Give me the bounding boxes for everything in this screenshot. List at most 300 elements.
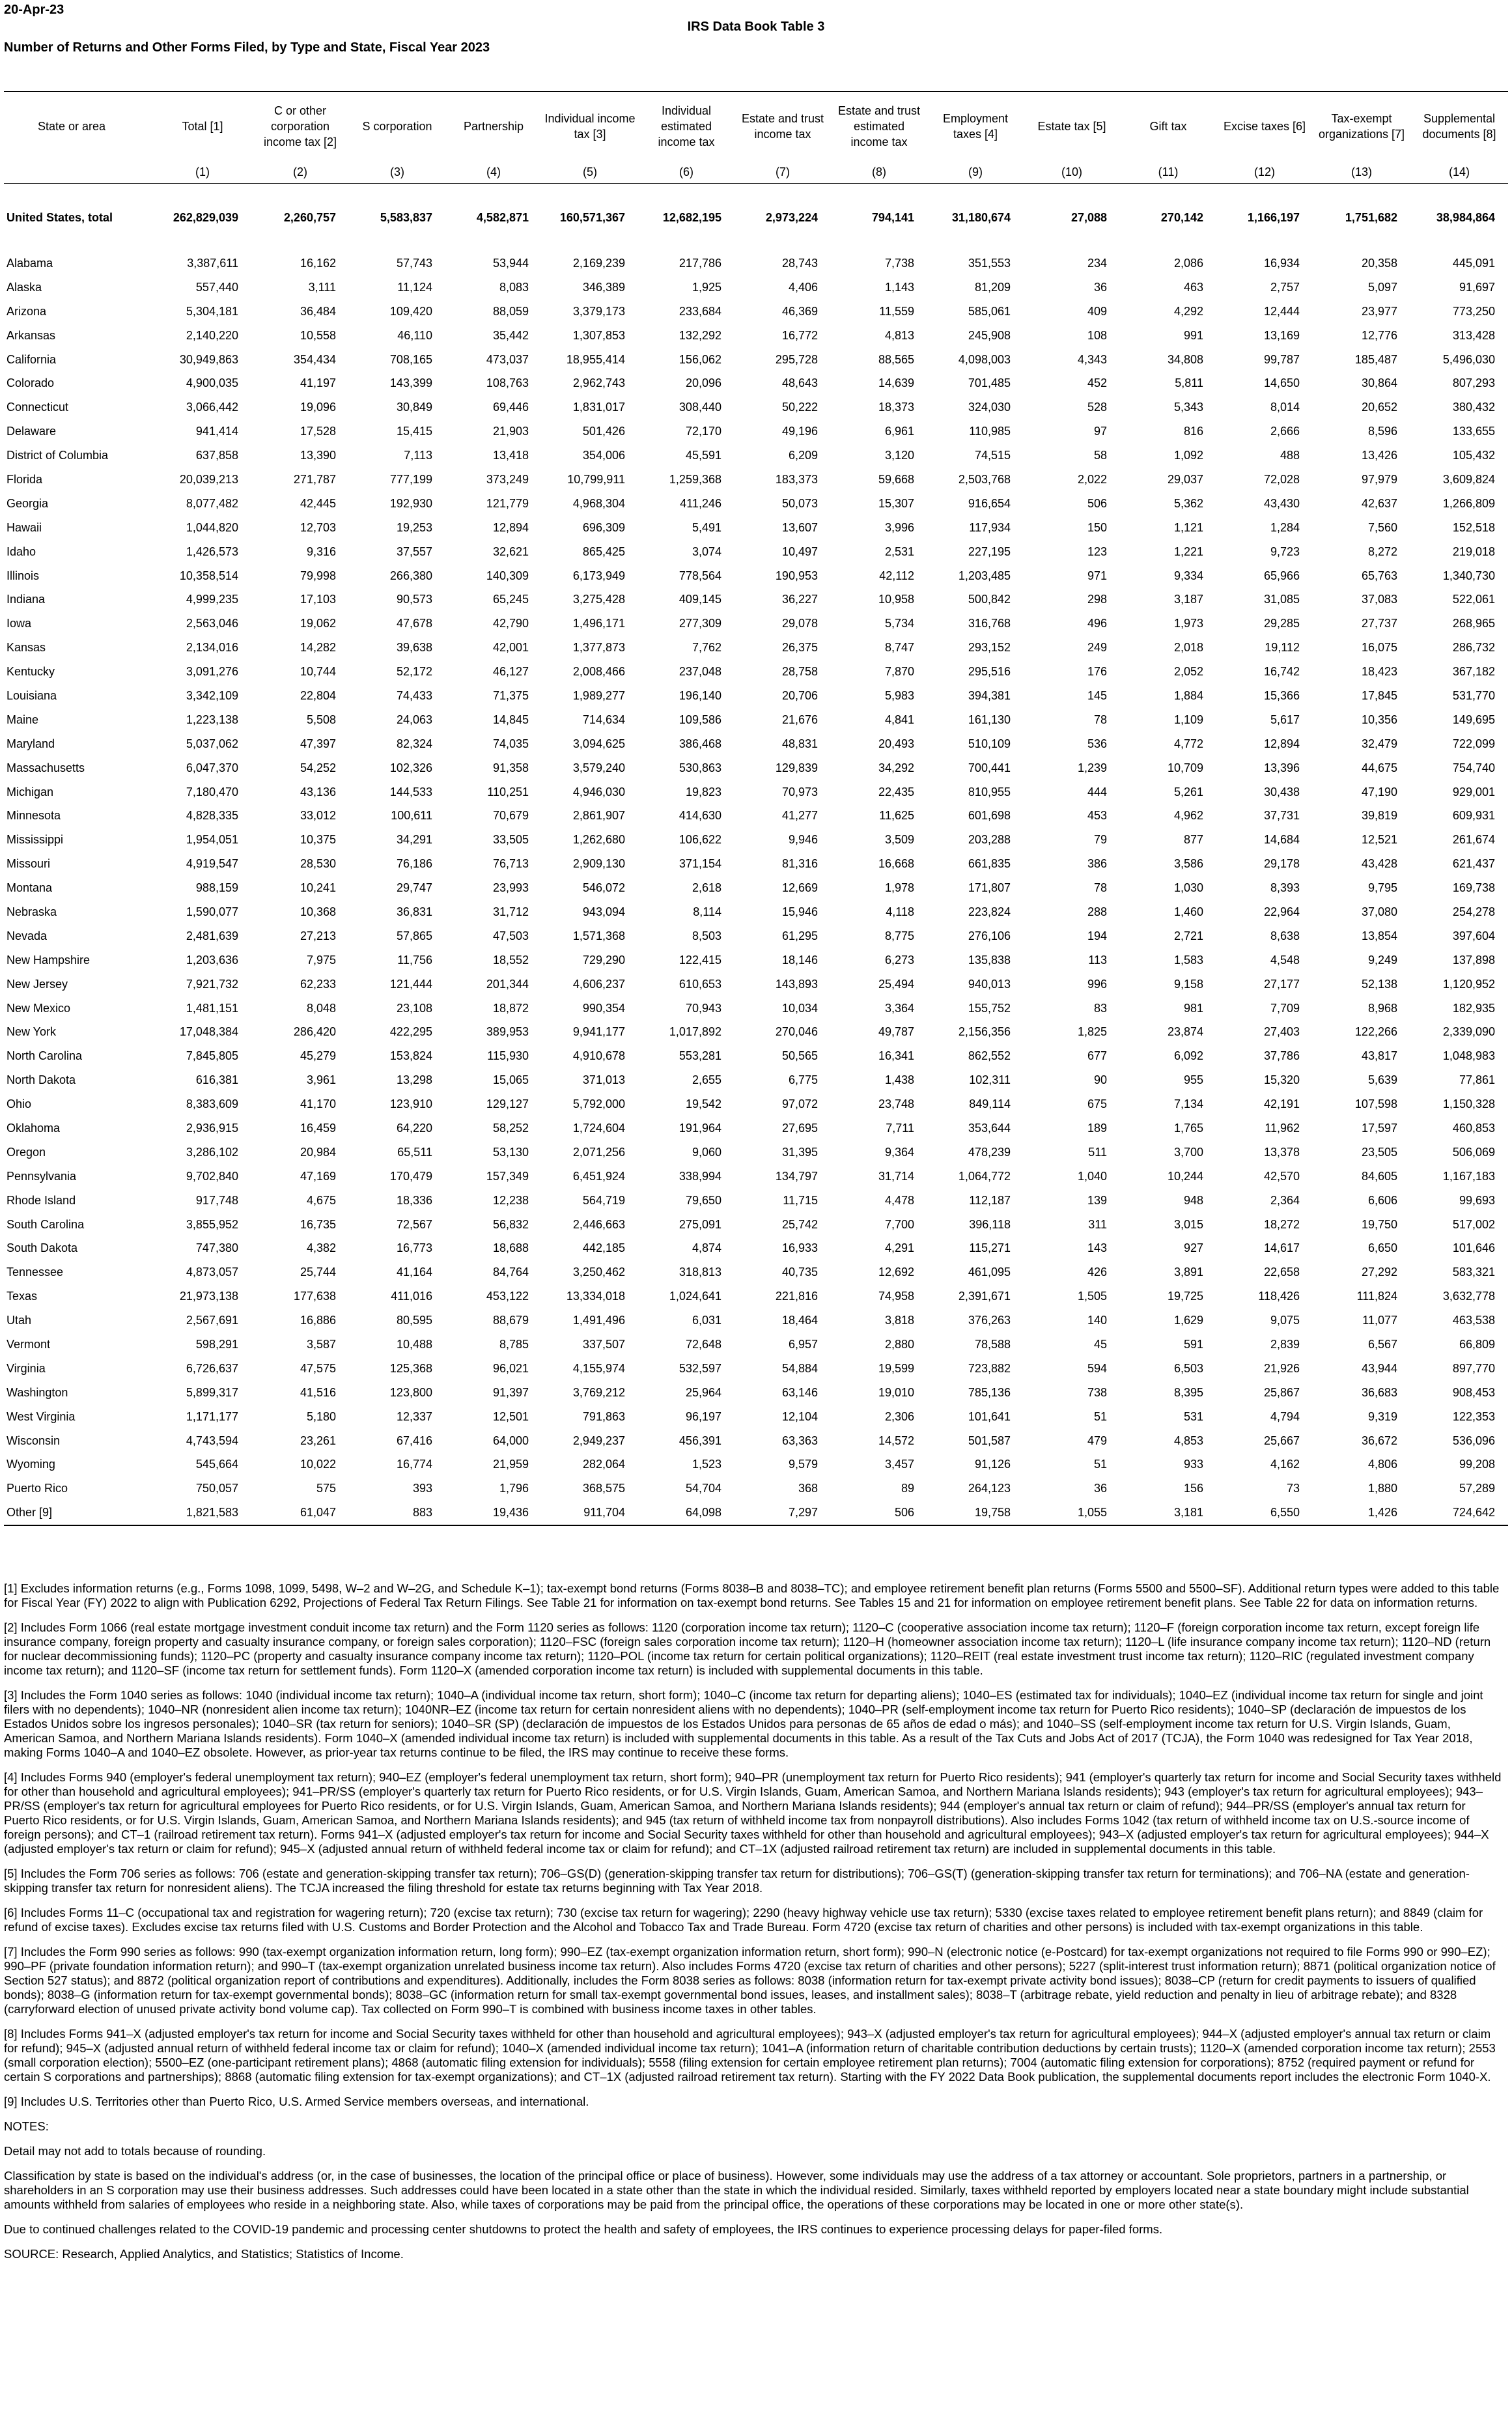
cell-value: 2,446,663 xyxy=(572,1217,625,1231)
cell-value: 7,180,470 xyxy=(186,785,238,799)
cell-value: 3,509 xyxy=(884,833,914,847)
cell-value: 39,638 xyxy=(396,641,432,655)
us-total-row xyxy=(4,206,1508,229)
cell-value: 1,831,017 xyxy=(572,401,625,414)
cell-value: 10,799,911 xyxy=(567,472,625,486)
cell-value: 386,468 xyxy=(679,737,721,750)
cell-value: 3,579,240 xyxy=(572,761,625,774)
cell-value: 51 xyxy=(1093,1409,1107,1423)
table-row xyxy=(4,1429,1508,1453)
cell-value: 140 xyxy=(1087,1314,1107,1327)
row-label: Louisiana xyxy=(7,688,57,702)
cell-value: 316,768 xyxy=(968,617,1011,630)
cell-value: 5,811 xyxy=(1175,376,1203,390)
cell-value: 10,558 xyxy=(300,328,336,342)
cell-value: 270,046 xyxy=(775,1025,818,1039)
cell-value: 6,650 xyxy=(1367,1241,1397,1255)
cell-value: 463 xyxy=(1183,280,1203,294)
table-row xyxy=(4,852,1508,876)
cell-value: 277,309 xyxy=(679,617,721,630)
cell-value: 20,652 xyxy=(1361,401,1397,414)
cell-value: 22,964 xyxy=(1263,905,1300,918)
cell-value: 14,639 xyxy=(878,376,914,390)
cell-value: 28,743 xyxy=(781,256,818,270)
cell-value: 29,285 xyxy=(1263,617,1300,630)
footnote: Classification by state is based on the individual's address (or, in the case of businesses, the location of the principal office or place of business). However, some individuals may use the address of a tax attorney or accountant. Sole proprietors, partners in a partnership, or shareholders in an S corporation may use their business addresses. Such addresses could have been located in a state other than the state in which the individual resided. Similarly, taxes withheld reported by employers located near a state boundary might include substantial amounts withheld from salaries of employees who reside in a neighboring state. Also, while taxes of corporations may be paid from the principal office, the operations of these corporations may be located in one or more other state(s). xyxy=(4,2169,1469,2211)
cell-value: 3,181 xyxy=(1120,1501,1216,1525)
cell-value: 7,700 xyxy=(884,1217,914,1231)
cell-value: 10,244 xyxy=(1167,1169,1203,1183)
cell-value: 426 xyxy=(1087,1265,1107,1279)
table-row xyxy=(4,564,1508,588)
table-row xyxy=(4,348,1508,372)
cell-value: 30,849 xyxy=(396,401,432,414)
cell-value: 25,494 xyxy=(878,977,914,991)
cell-value: 12,238 xyxy=(492,1193,529,1207)
cell-value: 46,127 xyxy=(492,665,529,679)
cell-value: 591 xyxy=(1183,1338,1203,1351)
cell-value: 37,731 xyxy=(1263,809,1300,823)
cell-value: 4,853 xyxy=(1173,1434,1203,1447)
cell-value: 501,587 xyxy=(968,1434,1011,1447)
cell-value: 31,180,674 xyxy=(951,210,1011,224)
cell-value: 1,024,641 xyxy=(669,1290,721,1303)
cell-value: 311 xyxy=(1088,1217,1107,1231)
row-label: Nebraska xyxy=(7,905,57,918)
cell-value: 397,604 xyxy=(1452,929,1495,942)
cell-value: 20,039,213 xyxy=(179,472,238,486)
cell-value: 36 xyxy=(1093,1482,1107,1495)
cell-value: 33,012 xyxy=(300,809,336,823)
cell-value: 536 xyxy=(1087,737,1107,750)
cell-value: 65,966 xyxy=(1263,569,1300,582)
cell-value: 97 xyxy=(1093,425,1107,438)
footnote: [4] Includes Forms 940 (employer's federal unemployment tax return); 940–EZ (employer's federal unemployment tax return, short form); 940–PR (unemployment tax return for Puerto Rico residents); 941 (employer's quarterly tax return for income and Social Security taxes withheld for other than household and agricultural employees); 941–PR/SS (employer's quarterly tax return for Puerto Rico residents, or for U.S. Virgin Islands, Guam, American Samoa, and Northern Mariana Islands residents); 943 (employer's tax return for agricultural employees); 943–PR/SS (employer's tax return for agricultural employees for Puerto Rico residents, or for U.S. Virgin Islands, Guam, American Samoa, and Northern Mariana Islands residents); 944 (employer's annual tax return or claim of refund); 944–PR/SS (employer's annual tax return for Puerto Rico residents, or for U.S. Virgin Islands, Guam, American Samoa, and Northern Mariana Islands residents); and 945 (tax return of withheld income tax from nonpayroll distributions). Also includes Forms 1042 (tax return of withheld income tax on U.S.-source income of foreign persons); and CT–1 (railroad retirement tax return). Forms 941–X (adjusted employer's tax return for income and Social Security taxes withheld for other than household and agricultural employees); 943–X (adjusted employer's tax return for agricultural employees); 944–X (adjusted employer's tax return or claim for refund); 945–X (adjusted annual return of withheld federal income tax or claim for refund); and CT–1X (adjusted railroad retirement tax return) are included in supplemental documents in this table. xyxy=(4,1770,1502,1856)
cell-value: 13,396 xyxy=(1263,761,1300,774)
cell-value: 110,985 xyxy=(969,425,1011,438)
cell-value: 10,034 xyxy=(781,1001,818,1015)
cell-value: 16,886 xyxy=(300,1314,336,1327)
table-row xyxy=(4,948,1508,972)
cell-value: 6,606 xyxy=(1367,1193,1397,1207)
cell-value: 308,440 xyxy=(679,401,721,414)
column-number: (13) xyxy=(1313,161,1410,184)
table-row xyxy=(4,1092,1508,1116)
cell-value: 245,908 xyxy=(968,328,1011,342)
cell-value: 506 xyxy=(831,1501,927,1525)
cell-value: 129,127 xyxy=(486,1097,529,1111)
cell-value: 3,074 xyxy=(692,544,721,558)
column-number: (6) xyxy=(638,161,735,184)
cell-value: 170,479 xyxy=(389,1169,432,1183)
cell-value: 4,162 xyxy=(1270,1458,1300,1471)
cell-value: 908,453 xyxy=(1452,1385,1495,1399)
row-label: Alabama xyxy=(7,256,53,270)
cell-value: 445,091 xyxy=(1452,256,1495,270)
cell-value: 14,684 xyxy=(1263,833,1300,847)
cell-value: 201,344 xyxy=(486,977,529,991)
cell-value: 14,650 xyxy=(1263,376,1300,390)
cell-value: 501,426 xyxy=(582,425,625,438)
cell-value: 15,415 xyxy=(396,425,432,438)
row-label: Colorado xyxy=(7,376,55,390)
table-row xyxy=(4,395,1508,419)
cell-value: 2,086 xyxy=(1173,256,1203,270)
cell-value: 1,203,636 xyxy=(186,953,238,967)
cell-value: 16,162 xyxy=(300,256,336,270)
cell-value: 185,487 xyxy=(1354,352,1397,366)
cell-value: 1,120,952 xyxy=(1442,977,1495,991)
cell-value: 37,786 xyxy=(1263,1049,1300,1063)
cell-value: 583,321 xyxy=(1452,1265,1495,1279)
cell-value: 25,667 xyxy=(1263,1434,1300,1447)
cell-value: 74,958 xyxy=(878,1290,914,1303)
cell-value: 9,249 xyxy=(1367,953,1397,967)
cell-value: 54,884 xyxy=(781,1361,818,1375)
cell-value: 19,725 xyxy=(1167,1290,1203,1303)
cell-value: 353,644 xyxy=(968,1122,1011,1135)
cell-value: 135,838 xyxy=(968,953,1011,967)
cell-value: 10,488 xyxy=(396,1338,432,1351)
cell-value: 2,071,256 xyxy=(572,1145,625,1159)
cell-value: 74,035 xyxy=(492,737,529,750)
footnote: [2] Includes Form 1066 (real estate mortgage investment conduit income tax return) and the Form 1120 series as follows: 1120 (corporation income tax return); 1120–C (cooperative association income tax return); 1120–F (foreign corporation income tax return, except foreign life insurance company, foreign property and casualty insurance company, or foreign sales corporation); 1120–FSC (foreign sales corporation income tax return); 1120–H (homeowner association income tax return); 1120–L (life insurance company income tax return); 1120–ND (return for nuclear decommissioning funds); 1120–PC (property and casualty insurance company income tax return); 1120–POL (income tax return for certain political organizations); 1120–REIT (real estate investment trust income tax return); 1120–RIC (regulated investment company income tax return); and 1120–SF (income tax return for settlement funds). Form 1120–X (amended corporation income tax return) is included with supplemental documents in this table. xyxy=(4,1620,1491,1677)
cell-value: 1,262,680 xyxy=(572,833,625,847)
cell-value: 8,775 xyxy=(884,929,914,942)
cell-value: 2,156,356 xyxy=(958,1025,1011,1039)
cell-value: 52,172 xyxy=(396,665,432,679)
cell-value: 1,989,277 xyxy=(572,688,625,702)
cell-value: 500,842 xyxy=(968,593,1011,606)
cell-value: 1,203,485 xyxy=(958,569,1011,582)
cell-value: 97,072 xyxy=(781,1097,818,1111)
table-row xyxy=(4,804,1508,828)
cell-value: 354,434 xyxy=(293,352,336,366)
cell-value: 10,744 xyxy=(300,665,336,679)
cell-value: 722,099 xyxy=(1452,737,1495,750)
cell-value: 67,416 xyxy=(396,1434,432,1447)
cell-value: 9,702,840 xyxy=(186,1169,238,1183)
cell-value: 11,715 xyxy=(783,1193,818,1207)
cell-value: 42,001 xyxy=(492,641,529,655)
cell-value: 237,048 xyxy=(679,665,721,679)
cell-value: 4,675 xyxy=(306,1193,336,1207)
row-label: Wisconsin xyxy=(7,1434,61,1447)
cell-value: 24,063 xyxy=(396,713,432,726)
cell-value: 318,813 xyxy=(679,1265,721,1279)
row-label: New Hampshire xyxy=(7,953,91,967)
cell-value: 911,704 xyxy=(542,1501,638,1525)
cell-value: 16,934 xyxy=(1263,256,1300,270)
cell-value: 15,366 xyxy=(1263,688,1300,702)
cell-value: 557,440 xyxy=(195,280,238,294)
cell-value: 12,776 xyxy=(1361,328,1397,342)
cell-value: 262,829,039 xyxy=(173,210,238,224)
cell-value: 5,362 xyxy=(1173,496,1203,510)
cell-value: 9,316 xyxy=(306,544,336,558)
cell-value: 3,587 xyxy=(306,1338,336,1351)
column-number: (10) xyxy=(1024,161,1120,184)
cell-value: 18,688 xyxy=(492,1241,529,1255)
cell-value: 47,397 xyxy=(300,737,336,750)
cell-value: 89 xyxy=(901,1482,914,1495)
cell-value: 121,779 xyxy=(486,496,529,510)
cell-value: 1,109 xyxy=(1173,713,1203,726)
table-row xyxy=(4,756,1508,780)
cell-value: 528 xyxy=(1087,401,1107,414)
cell-value: 27,403 xyxy=(1263,1025,1300,1039)
cell-value: 13,169 xyxy=(1263,328,1300,342)
cell-value: 4,813 xyxy=(884,328,914,342)
cell-value: 4,292 xyxy=(1173,304,1203,318)
cell-value: 1,259,368 xyxy=(669,472,721,486)
cell-value: 219,018 xyxy=(1452,544,1495,558)
cell-value: 29,747 xyxy=(396,881,432,895)
cell-value: 102,311 xyxy=(969,1073,1011,1087)
cell-value: 8,747 xyxy=(884,641,914,655)
cell-value: 29,078 xyxy=(781,617,818,630)
cell-value: 12,501 xyxy=(492,1409,529,1423)
cell-value: 125,368 xyxy=(389,1361,432,1375)
cell-value: 49,196 xyxy=(781,425,818,438)
table-row xyxy=(4,1237,1508,1261)
cell-value: 8,395 xyxy=(1173,1385,1203,1399)
cell-value: 3,855,952 xyxy=(186,1217,238,1231)
cell-value: 750,057 xyxy=(195,1482,238,1495)
row-label: Nevada xyxy=(7,929,48,942)
cell-value: 929,001 xyxy=(1452,785,1495,799)
cell-value: 729,290 xyxy=(582,953,625,967)
cell-value: 91,126 xyxy=(974,1458,1011,1471)
cell-value: 8,048 xyxy=(306,1001,336,1015)
row-label: Massachusetts xyxy=(7,761,85,774)
cell-value: 19,253 xyxy=(396,520,432,534)
spacer-row xyxy=(4,184,1508,206)
cell-value: 338,994 xyxy=(679,1169,721,1183)
cell-value: 31,395 xyxy=(781,1145,818,1159)
cell-value: 43,430 xyxy=(1263,496,1300,510)
row-label: Kentucky xyxy=(7,665,55,679)
cell-value: 389,953 xyxy=(486,1025,529,1039)
cell-value: 601,698 xyxy=(968,809,1011,823)
cell-value: 13,298 xyxy=(396,1073,432,1087)
cell-value: 3,818 xyxy=(884,1314,914,1327)
cell-value: 2,391,671 xyxy=(958,1290,1011,1303)
cell-value: 23,505 xyxy=(1361,1145,1397,1159)
cell-value: 121,444 xyxy=(389,977,432,991)
cell-value: 25,742 xyxy=(781,1217,818,1231)
cell-value: 7,113 xyxy=(404,449,432,462)
cell-value: 6,092 xyxy=(1173,1049,1203,1063)
cell-value: 42,570 xyxy=(1263,1169,1300,1183)
cell-value: 161,130 xyxy=(968,713,1011,726)
cell-value: 2,306 xyxy=(884,1409,914,1423)
cell-value: 488 xyxy=(1280,449,1300,462)
cell-value: 16,735 xyxy=(300,1217,336,1231)
cell-value: 191,964 xyxy=(679,1122,721,1135)
row-label: Delaware xyxy=(7,425,57,438)
footnote: [5] Includes the Form 706 series as follows: 706 (estate and generation-skipping transfer tax return); 706–GS(D) (generation-skipping transfer tax return for distributions); 706–GS(T) (generation-skipping transfer tax return for terminations); and 706–NA (estate and generation-skipping transfer tax return for nonresident aliens). The TCJA increased the filing threshold for estate tax returns beginning with Tax Year 2018. xyxy=(4,1867,1470,1895)
cell-value: 927 xyxy=(1183,1241,1203,1255)
cell-value: 1,064,772 xyxy=(958,1169,1011,1183)
cell-value: 791,863 xyxy=(582,1409,625,1423)
cell-value: 10,241 xyxy=(300,881,336,895)
row-label: Virginia xyxy=(7,1361,46,1375)
table-row xyxy=(4,732,1508,756)
row-label: Indiana xyxy=(7,593,46,606)
cell-value: 109,420 xyxy=(389,304,432,318)
cell-value: 48,643 xyxy=(781,376,818,390)
row-label: Wyoming xyxy=(7,1458,55,1471)
row-label: Missouri xyxy=(7,857,51,871)
cell-value: 47,190 xyxy=(1361,785,1397,799)
cell-value: 11,625 xyxy=(879,809,914,823)
cell-value: 36,672 xyxy=(1361,1434,1397,1447)
cell-value: 546,072 xyxy=(582,881,625,895)
cell-value: 1,150,328 xyxy=(1442,1097,1495,1111)
cell-value: 53,130 xyxy=(492,1145,529,1159)
cell-value: 111,824 xyxy=(1356,1290,1397,1303)
cell-value: 57,865 xyxy=(396,929,432,942)
cell-value: 380,432 xyxy=(1452,401,1495,414)
row-label: South Dakota xyxy=(7,1241,78,1255)
cell-value: 536,096 xyxy=(1452,1434,1495,1447)
footnote: [8] Includes Forms 941–X (adjusted employer's tax return for income and Social Security taxes withheld for other than household and agricultural employees); 943–X (adjusted employer's tax return for agricultural employees); 944–X (adjusted employer's annual tax return or claim for refund); 945–X (adjusted annual return of withheld federal income tax or claim for refund); 1040–X (amended individual income tax return); 1041–A (information return of charitable contribution deductions by certain trusts); 1120–X (amended corporation income tax return); 2553 (small corporation election); 5500–EZ (one-participant retirement plans); 4868 (automatic filing extension for individuals); 5558 (filing extension for certain employee retirement plan returns); 7004 (automatic filing extension for corporations); 8752 (required payment or refund for certain S corporations and partnerships); 8868 (automatic filing extension for tax-exempt organizations); and CT–1X (adjusted railroad retirement tax return). Starting with the FY 2022 Data Book publication, the supplemental documents report includes the electronic Form 1040-X. xyxy=(4,2027,1496,2084)
cell-value: 598,291 xyxy=(195,1338,238,1351)
cell-value: 7,134 xyxy=(1173,1097,1203,1111)
row-label: Michigan xyxy=(7,785,54,799)
cell-value: 143 xyxy=(1087,1241,1107,1255)
cell-value: 456,391 xyxy=(679,1434,721,1447)
cell-value: 65,511 xyxy=(397,1145,432,1159)
cell-value: 8,083 xyxy=(499,280,529,294)
cell-value: 22,435 xyxy=(878,785,914,799)
cell-value: 16,774 xyxy=(396,1458,432,1471)
cell-value: 1,460 xyxy=(1173,905,1203,918)
cell-value: 522,061 xyxy=(1452,593,1495,606)
column-number: (12) xyxy=(1216,161,1313,184)
cell-value: 8,638 xyxy=(1270,929,1300,942)
cell-value: 34,292 xyxy=(878,761,914,774)
cell-value: 609,931 xyxy=(1452,809,1495,823)
cell-value: 264,123 xyxy=(968,1482,1011,1495)
cell-value: 773,250 xyxy=(1452,304,1495,318)
cell-value: 5,261 xyxy=(1173,785,1203,799)
cell-value: 8,503 xyxy=(692,929,721,942)
cell-value: 21,903 xyxy=(492,425,529,438)
cell-value: 21,973,138 xyxy=(179,1290,238,1303)
cell-value: 97,979 xyxy=(1361,472,1397,486)
cell-value: 11,962 xyxy=(1265,1122,1300,1135)
cell-value: 933 xyxy=(1183,1458,1203,1471)
cell-value: 171,807 xyxy=(968,881,1011,895)
cell-value: 2,022 xyxy=(1077,472,1107,486)
cell-value: 13,378 xyxy=(1263,1145,1300,1159)
cell-value: 82,324 xyxy=(396,737,432,750)
cell-value: 3,586 xyxy=(1173,857,1203,871)
cell-value: 99,693 xyxy=(1459,1193,1495,1207)
cell-value: 18,955,414 xyxy=(566,352,625,366)
column-header-row xyxy=(4,92,1508,162)
cell-value: 313,428 xyxy=(1452,328,1495,342)
cell-value: 9,060 xyxy=(692,1145,721,1159)
cell-value: 47,678 xyxy=(396,617,432,630)
cell-value: 108,763 xyxy=(486,376,529,390)
table-row xyxy=(4,1116,1508,1140)
cell-value: 149,695 xyxy=(1452,713,1495,726)
footnote: Detail may not add to totals because of rounding. xyxy=(4,2144,266,2158)
cell-value: 19,062 xyxy=(300,617,336,630)
cell-value: 3,379,173 xyxy=(572,304,625,318)
cell-value: 79,998 xyxy=(300,569,336,582)
cell-value: 51 xyxy=(1093,1458,1107,1471)
cell-value: 862,552 xyxy=(968,1049,1011,1063)
cell-value: 6,047,370 xyxy=(186,761,238,774)
cell-value: 36,484 xyxy=(300,304,336,318)
cell-value: 37,080 xyxy=(1361,905,1397,918)
column-number: (5) xyxy=(542,161,638,184)
cell-value: 8,383,609 xyxy=(186,1097,238,1111)
cell-value: 23,261 xyxy=(300,1434,336,1447)
row-label: Vermont xyxy=(7,1338,51,1351)
cell-value: 261,674 xyxy=(1452,833,1495,847)
cell-value: 58 xyxy=(1093,449,1107,462)
cell-value: 5,304,181 xyxy=(186,304,238,318)
cell-value: 117,934 xyxy=(969,520,1011,534)
cell-value: 42,790 xyxy=(492,617,529,630)
row-label: Oklahoma xyxy=(7,1122,61,1135)
row-label: Maryland xyxy=(7,737,55,750)
cell-value: 6,209 xyxy=(788,449,818,462)
cell-value: 88,679 xyxy=(492,1314,529,1327)
cell-value: 46,369 xyxy=(781,304,818,318)
cell-value: 288 xyxy=(1087,905,1107,918)
cell-value: 8,114 xyxy=(693,905,721,918)
cell-value: 9,941,177 xyxy=(572,1025,625,1039)
cell-value: 351,553 xyxy=(968,256,1011,270)
cell-value: 4,968,304 xyxy=(572,496,625,510)
cell-value: 754,740 xyxy=(1452,761,1495,774)
cell-value: 70,973 xyxy=(781,785,818,799)
cell-value: 15,065 xyxy=(492,1073,529,1087)
cell-value: 1,925 xyxy=(692,280,721,294)
cell-value: 714,634 xyxy=(582,713,625,726)
row-label: District of Columbia xyxy=(7,449,109,462)
table-row xyxy=(4,828,1508,852)
table-row xyxy=(4,1333,1508,1357)
table-row xyxy=(4,1044,1508,1068)
cell-value: 12,104 xyxy=(781,1409,818,1423)
cell-value: 3,387,611 xyxy=(187,256,238,270)
cell-value: 4,118 xyxy=(886,905,914,918)
cell-value: 810,955 xyxy=(968,785,1011,799)
cell-value: 8,785 xyxy=(499,1338,529,1351)
cell-value: 478,239 xyxy=(968,1145,1011,1159)
cell-value: 91,397 xyxy=(492,1385,529,1399)
cell-value: 5,343 xyxy=(1173,401,1203,414)
cell-value: 157,349 xyxy=(486,1169,529,1183)
cell-value: 1,583 xyxy=(1173,953,1203,967)
table-row xyxy=(4,324,1508,348)
cell-value: 2,861,907 xyxy=(572,809,625,823)
cell-value: 3,891 xyxy=(1173,1265,1203,1279)
cell-value: 11,124 xyxy=(397,280,432,294)
cell-value: 90,573 xyxy=(396,593,432,606)
cell-value: 19,750 xyxy=(1361,1217,1397,1231)
cell-value: 27,737 xyxy=(1361,617,1397,630)
cell-value: 99,208 xyxy=(1459,1458,1495,1471)
cell-value: 511 xyxy=(1088,1145,1107,1159)
